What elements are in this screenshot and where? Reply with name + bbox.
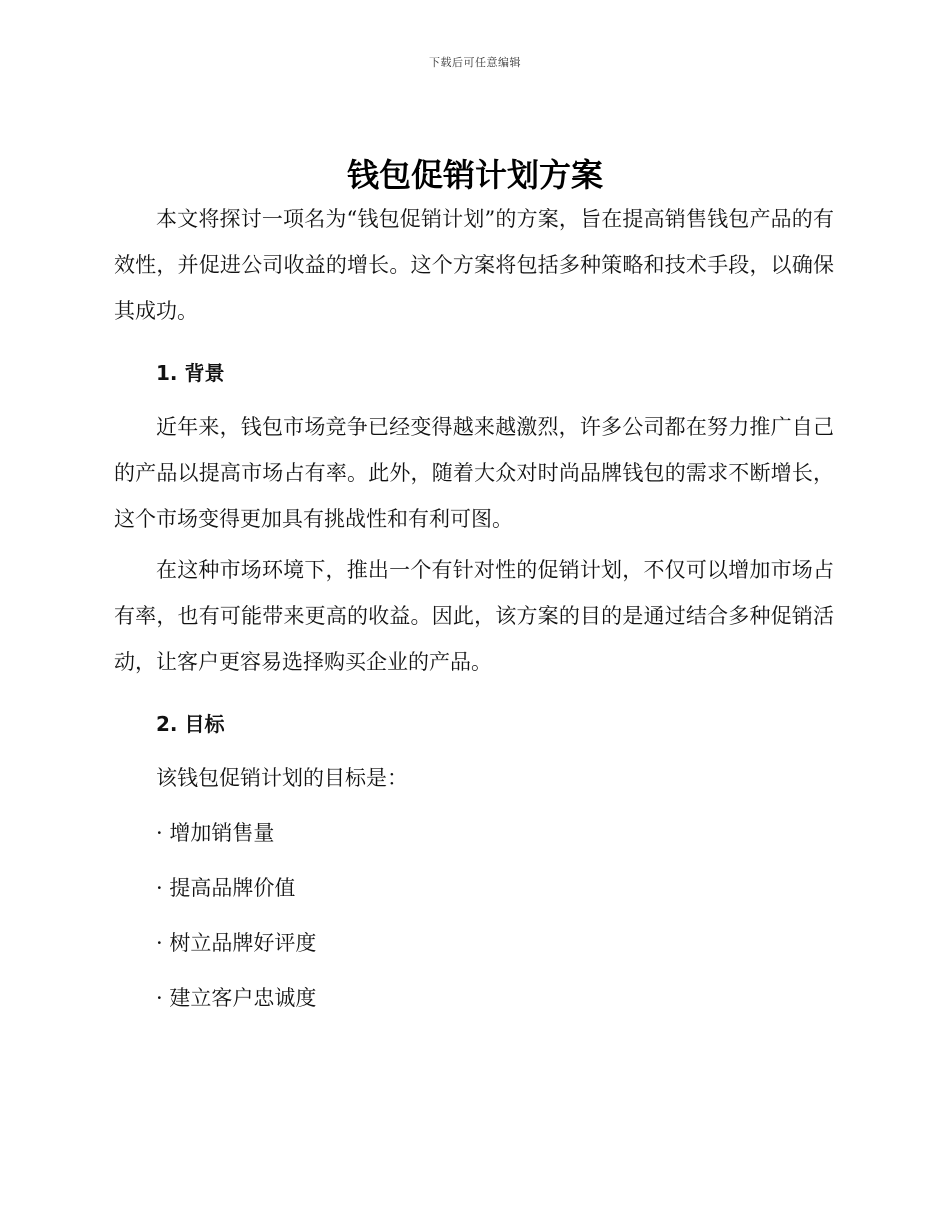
goals-lead: 该钱包促销计划的目标是： — [156, 766, 408, 790]
goal-bullet-3: · 树立品牌好评度 — [156, 931, 317, 955]
goal-bullet-4: · 建立客户忠诚度 — [156, 986, 317, 1010]
background-paragraph-1: 近年来，钱包市场竞争已经变得越来越激烈，许多公司都在努力推广自己的产品以提高市场占有率。此外，随着大众对时尚品牌钱包的需求不断增长，这个市场变得更加具有挑战性和有利可图。 — [114, 415, 834, 531]
document-title: 钱包促销计划方案 — [346, 156, 603, 194]
intro-paragraph: 本文将探讨一项名为“钱包促销计划”的方案，旨在提高销售钱包产品的有效性，并促进公司收益的增长。这个方案将包括多种策略和技术手段，以确保其成功。 — [114, 207, 834, 323]
goal-bullet-1: · 增加销售量 — [156, 821, 275, 845]
document-body — [114, 196, 834, 1030]
background-paragraph-2: 在这种市场环境下，推出一个有针对性的促销计划，不仅可以增加市场占有率，也有可能带来更高的收益。因此，该方案的目的是通过结合多种促销活动，让客户更容易选择购买企业的产品。 — [114, 558, 834, 674]
section-heading-background: 1. 背景 — [156, 361, 225, 385]
goal-bullet-2: · 提高品牌价值 — [156, 876, 296, 900]
header-note: 下载后可任意编辑 — [429, 56, 521, 69]
section-heading-goals: 2. 目标 — [156, 712, 225, 736]
